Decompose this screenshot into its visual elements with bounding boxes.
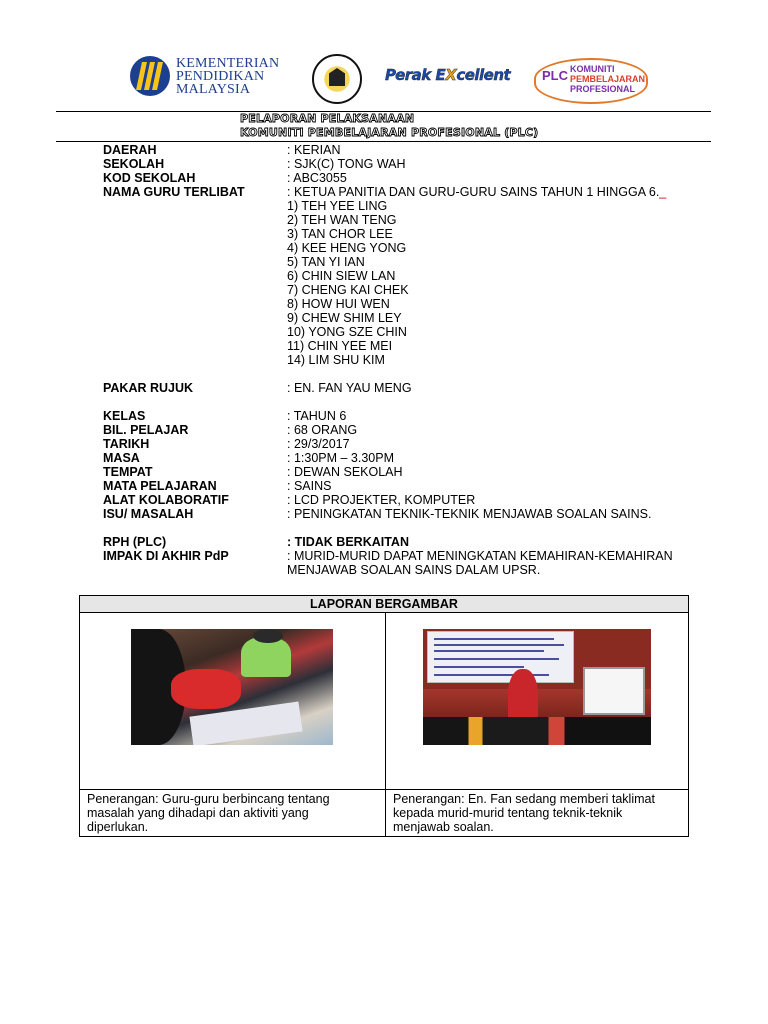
perak-excellent-logo: Perak EXcellent (385, 66, 511, 84)
masa-label: MASA (103, 451, 140, 465)
plc-logo: PLC KOMUNITI PEMBELAJARAN PROFESIONAL (534, 58, 648, 104)
photo-report-table (79, 595, 689, 837)
kpm-logo (130, 56, 279, 96)
impak-label: IMPAK DI AKHIR PdP (103, 549, 229, 563)
teacher-list-item: 10) YONG SZE CHIN (287, 325, 407, 339)
photo-cell-2 (386, 613, 689, 790)
mata-pelajaran-value: : SAINS (287, 479, 332, 493)
isu-masalah-value: : PENINGKATAN TEKNIK-TEKNIK MENJAWAB SOALAN SAINS. (287, 507, 652, 521)
perak-seal-icon (312, 54, 362, 104)
bil-pelajar-value: : 68 ORANG (287, 423, 358, 437)
photo-caption-1: Penerangan: Guru-guru berbincang tentang masalah yang dihadapi dan aktiviti yang diperlukan. (80, 790, 386, 837)
sekolah-label: SEKOLAH (103, 157, 165, 171)
teacher-list-item: 14) LIM SHU KIM (287, 353, 385, 367)
teacher-list-item: 7) CHENG KAI CHEK (287, 283, 409, 297)
nama-guru-label: NAMA GURU TERLIBAT (103, 185, 245, 199)
teacher-list-item: 11) CHIN YEE MEI (287, 339, 393, 353)
teacher-list-item: 6) CHIN SIEW LAN (287, 269, 396, 283)
kelas-value: : TAHUN 6 (287, 409, 347, 423)
photo-report-heading: LAPORAN BERGAMBAR (80, 596, 689, 613)
kod-sekolah-value: : ABC3055 (287, 171, 347, 185)
kod-sekolah-label: KOD SEKOLAH (103, 171, 196, 185)
kpm-logo-text: KEMENTERIAN PENDIDIKAN MALAYSIA (176, 55, 280, 97)
teacher-list-item: 1) TEH YEE LING (287, 199, 388, 213)
report-title-line-1: PELAPORAN PELAKSANAAN (240, 112, 415, 125)
photo-cell-1 (80, 613, 386, 790)
masa-value: : 1:30PM – 3.30PM (287, 451, 395, 465)
photo-caption-2: Penerangan: En. Fan sedang memberi taklimat kepada murid-murid tentang teknik-teknik menjawab soalan. (386, 790, 689, 837)
kpm-emblem-icon (130, 56, 170, 96)
report-title-line-2: KOMUNITI PEMBELAJARAN PROFESIONAL (PLC) (240, 126, 539, 139)
teacher-list-item: 5) TAN YI IAN (287, 255, 365, 269)
impak-value-line-1: : MURID-MURID DAPAT MENINGKATAN KEMAHIRAN-KEMAHIRAN (287, 549, 673, 563)
logo-bar (0, 52, 768, 104)
alat-kolaboratif-value: : LCD PROJEKTER, KOMPUTER (287, 493, 476, 507)
tarikh-label: TARIKH (103, 437, 150, 451)
daerah-label: DAERAH (103, 143, 157, 157)
tarikh-value: : 29/3/2017 (287, 437, 350, 451)
rph-label: RPH (PLC) (103, 535, 167, 549)
teacher-list-item: 3) TAN CHOR LEE (287, 227, 393, 241)
teacher-list-item: 2) TEH WAN TENG (287, 213, 397, 227)
tempat-value: : DEWAN SEKOLAH (287, 465, 403, 479)
teacher-list-item: 4) KEE HENG YONG (287, 241, 407, 255)
kelas-label: KELAS (103, 409, 146, 423)
alat-kolaboratif-label: ALAT KOLABORATIF (103, 493, 229, 507)
pakar-rujuk-label: PAKAR RUJUK (103, 381, 194, 395)
title-bottom-rule (56, 141, 711, 142)
teacher-list-item: 9) CHEW SHIM LEY (287, 311, 402, 325)
plc-mark-icon: PLC (542, 68, 568, 83)
nama-guru-value: : KETUA PANITIA DAN GURU-GURU SAINS TAHUN 1 HINGGA 6._ (287, 185, 667, 199)
isu-masalah-label: ISU/ MASALAH (103, 507, 194, 521)
photo-teachers-discussion (131, 629, 333, 745)
bil-pelajar-label: BIL. PELAJAR (103, 423, 189, 437)
rph-value: : TIDAK BERKAITAN (287, 535, 409, 549)
sekolah-value: : SJK(C) TONG WAH (287, 157, 406, 171)
teacher-list-item: 8) HOW HUI WEN (287, 297, 390, 311)
tempat-label: TEMPAT (103, 465, 153, 479)
whiteboard (583, 667, 645, 715)
impak-value-line-2: MENJAWAB SOALAN SAINS DALAM UPSR. (287, 563, 541, 577)
projector-screen (427, 631, 574, 683)
edit-mark: _ (659, 185, 667, 199)
photo-briefing (423, 629, 651, 745)
daerah-value: : KERIAN (287, 143, 341, 157)
pakar-rujuk-value: : EN. FAN YAU MENG (287, 381, 412, 395)
mata-pelajaran-label: MATA PELAJARAN (103, 479, 217, 493)
